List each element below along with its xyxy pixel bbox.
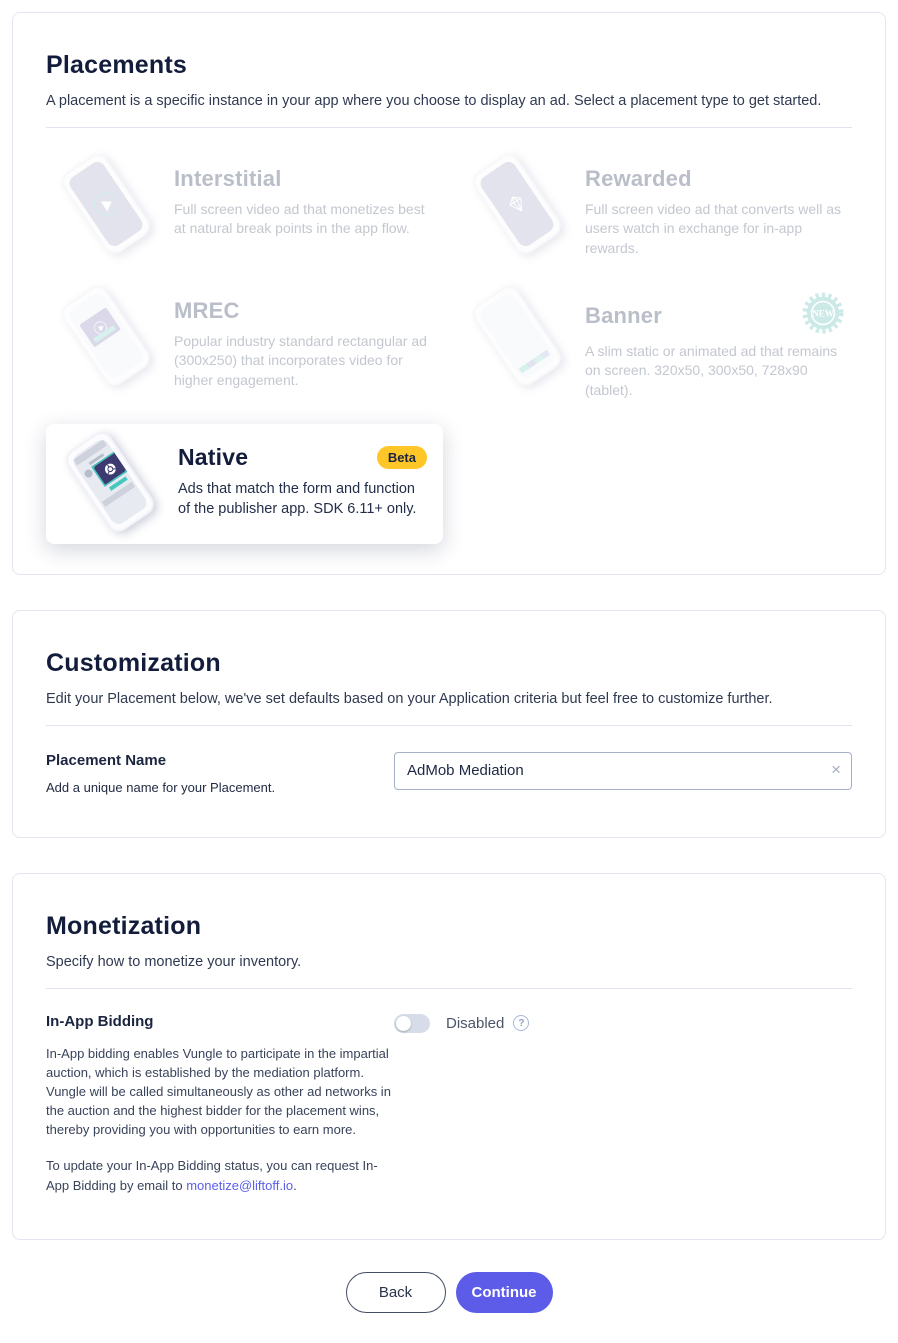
option-title: Rewarded (585, 166, 692, 191)
placement-name-helper: Add a unique name for your Placement. (46, 779, 276, 795)
option-title: Banner (585, 302, 662, 328)
placements-subtitle: A placement is a specific instance in your app where you choose to display an ad. Select a placement type to get started. (46, 93, 822, 109)
request-note-suffix: . (293, 1177, 297, 1193)
monetization-subtitle: Specify how to monetize your inventory. (46, 953, 302, 970)
new-badge-label: NEW (812, 308, 834, 319)
placement-name-field-row (46, 752, 852, 795)
monetization-card (12, 873, 886, 1240)
beta-badge: Beta (377, 446, 427, 469)
option-description: A slim static or animated ad that remains on screen. 320x50, 300x50, 728x90 (tablet). (585, 342, 838, 398)
placement-option-banner[interactable] (457, 282, 854, 406)
banner-strip (519, 350, 551, 374)
placement-type-grid (46, 150, 852, 544)
placement-option-rewarded[interactable] (457, 150, 854, 264)
in-app-bidding-row (46, 1013, 852, 1195)
placements-title: Placements (46, 51, 187, 79)
customization-card (12, 610, 886, 838)
placement-option-native[interactable] (46, 424, 443, 544)
in-app-bidding-request-note (46, 1156, 394, 1194)
divider (46, 127, 852, 128)
gem-icon (502, 189, 533, 220)
option-description: Ads that match the form and function of the publisher app. SDK 6.11+ only. (178, 480, 417, 517)
toggle-knob (396, 1016, 411, 1031)
help-icon[interactable]: ? (513, 1015, 529, 1031)
option-description: Popular industry standard rectangular ad (300x250) that incorporates video for higher engagement. (174, 332, 427, 388)
option-description: Full screen video ad that monetizes best at natural break points in the app flow. (174, 201, 425, 237)
divider (46, 725, 852, 726)
in-app-bidding-status: Disabled (446, 1014, 505, 1032)
option-title: MREC (174, 297, 240, 323)
customization-subtitle: Edit your Placement below, we've set defaults based on your Application criteria but feel free to customize further. (46, 690, 773, 707)
monetization-title: Monetization (46, 911, 202, 940)
placements-card (12, 12, 886, 575)
clear-input-icon[interactable]: × (831, 759, 841, 779)
placement-option-mrec[interactable] (46, 282, 443, 406)
mrec-phone-icon (52, 288, 158, 388)
native-phone-icon (56, 434, 162, 534)
back-button[interactable]: Back (346, 1272, 446, 1313)
banner-phone-icon (463, 288, 569, 388)
footer-actions (0, 1272, 898, 1313)
in-app-bidding-toggle[interactable] (394, 1014, 430, 1033)
customization-title: Customization (46, 648, 221, 677)
monetize-email-link[interactable]: monetize@liftoff.io (186, 1177, 294, 1193)
option-title: Native (178, 443, 249, 470)
play-icon (89, 187, 122, 220)
placement-name-label: Placement Name (46, 751, 167, 769)
new-badge-icon (802, 292, 844, 334)
option-title: Interstitial (174, 166, 282, 191)
placement-name-input[interactable] (394, 752, 852, 790)
in-app-bidding-label: In-App Bidding (46, 1012, 154, 1030)
rewarded-phone-icon (463, 156, 569, 256)
continue-button[interactable]: Continue (456, 1272, 553, 1313)
request-note-text: To update your In-App Bidding status, you can request In-App Bidding by email to (46, 1158, 378, 1193)
mrec-ad-block (79, 307, 121, 347)
option-description: Full screen video ad that converts well as users watch in exchange for in-app rewards. (585, 201, 842, 256)
in-app-bidding-description: In-App bidding enables Vungle to participate in the impartial auction, which is established by the mediation platform. Vungle will be called simultaneously as other ad networks in the auction and the highest bidder for the placement wins, thereby providing you with opportunities to earn more. (46, 1045, 391, 1138)
placement-option-interstitial[interactable] (46, 150, 443, 264)
divider (46, 988, 852, 989)
interstitial-phone-icon (52, 156, 158, 256)
